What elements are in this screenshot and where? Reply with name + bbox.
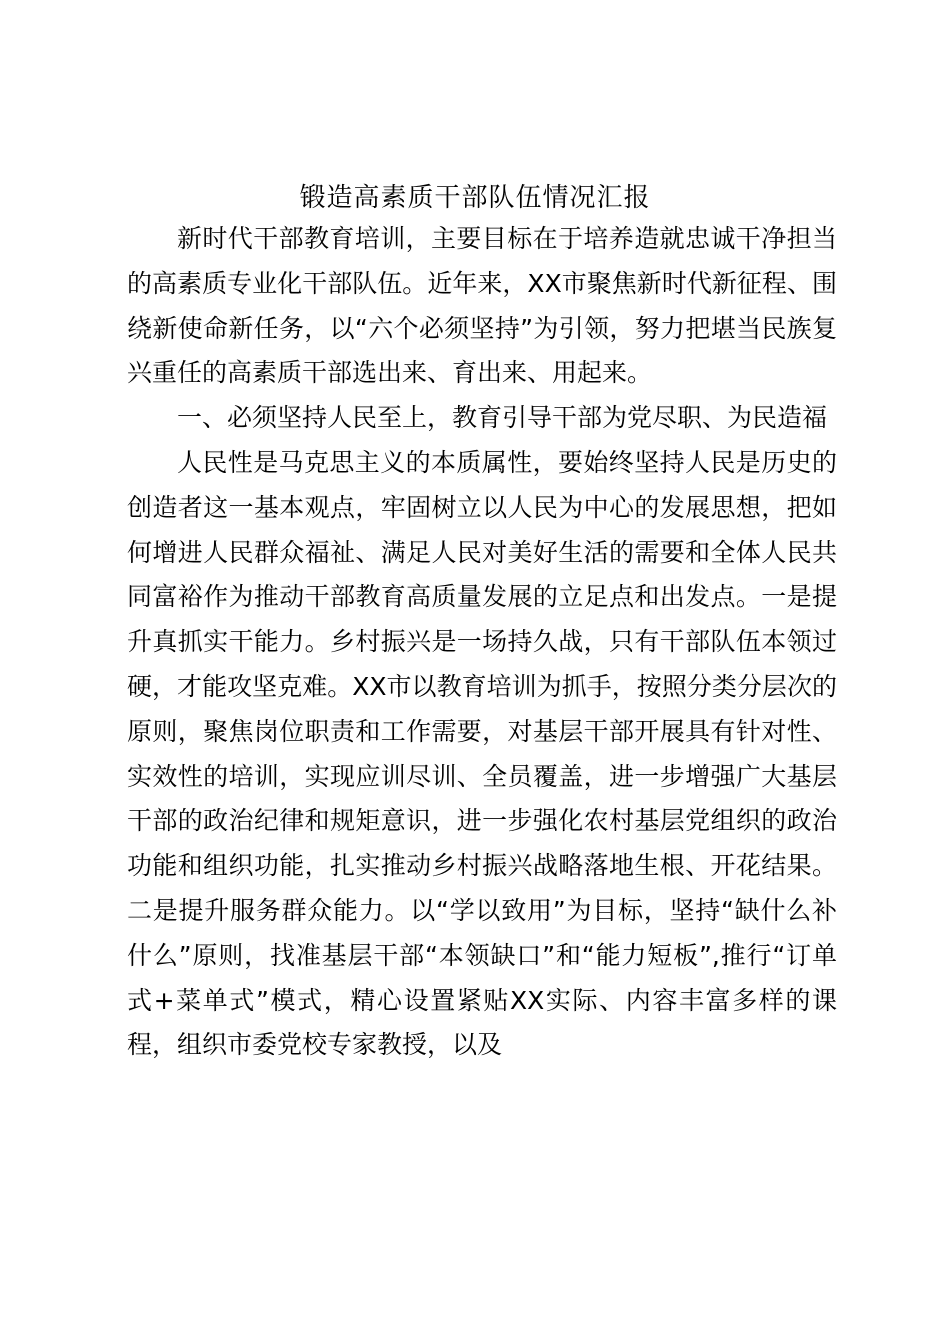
section-1-heading: 一、必须坚持人民至上，教育引导干部为党尽职、为民造福 (177, 403, 828, 433)
intro-paragraph: 新时代干部教育培训，主要目标在于培养造就忠诚干净担当的高素质专业化干部队伍。近年来，XX市聚焦新时代新征程、围绕新使命新任务，以“六个必须坚持”为引领，努力把堪当民族复兴重任的高素质干部选出来、育出来、用起来。 (127, 224, 837, 388)
section-1-paragraph: 人民性是马克思主义的本质属性，要始终坚持人民是历史的创造者这一基本观点，牢固树立以人民为中心的发展思想，把如何增进人民群众福祉、满足人民对美好生活的需要和全体人民共同富裕作为推动干部教育高质量发展的立足点和出发点。一是提升真抓实干能力。乡村振兴是一场持久战，只有干部队伍本领过硬，才能攻坚克难。XX市以教育培训为抓手，按照分类分层次的原则，聚焦岗位职责和工作需要，对基层干部开展具有针对性、实效性的培训，实现应训尽训、全员覆盖，进一步增强广大基层干部的政治纪律和规矩意识，进一步强化农村基层党组织的政治功能和组织功能，扎实推动乡村振兴战略落地生根、开花结果。二是提升服务群众能力。以“学以致用”为目标，坚持“缺什么补什么”原则，找准基层干部“本领缺口”和“能力短板”,推行“订单式+菜单式”模式，精心设置紧贴XX实际、内容丰富多样的课程，组织市委党校专家教授，以及 (127, 447, 837, 1060)
document-body (127, 217, 837, 1068)
document-title: 锻造高素质干部队伍情况汇报 (299, 183, 651, 213)
